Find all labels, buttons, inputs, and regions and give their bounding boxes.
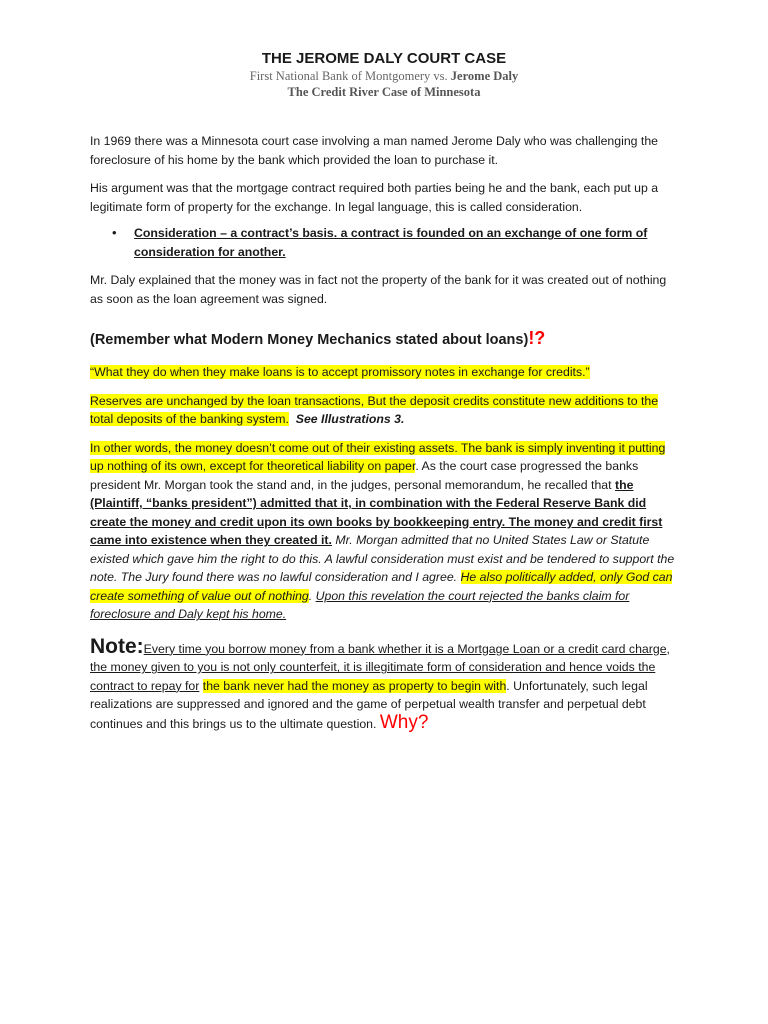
case-paragraph bbox=[90, 439, 678, 624]
intro-paragraph-2: His argument was that the mortgage contract required both parties being he and the bank, each put up a legitimate form of property for the exchange. In legal language, this is called consideration. bbox=[90, 181, 659, 214]
case-dot: . bbox=[308, 588, 316, 603]
mmm-quote-text: “What they do when they make loans is to accept promissory notes in exchange for credits.” bbox=[90, 365, 590, 380]
subtitle-case-alias: The Credit River Case of Minnesota bbox=[287, 84, 481, 99]
intro-paragraph-1: In 1969 there was a Minnesota court case involving a man named Jerome Daly who was challenging the foreclosure of his home by the bank which provided the loan to purchase it. bbox=[90, 134, 659, 167]
see-illustrations: See Illustrations 3. bbox=[295, 412, 405, 427]
definition-item bbox=[134, 224, 678, 261]
remember-heading bbox=[90, 328, 678, 349]
consideration-definition: Consideration – a contract’s basis. a contract is founded on an exchange of one form of consideration for another. bbox=[134, 226, 648, 259]
case-highlight-1: In other words, the money doesn’t come out of their existing assets. The bank is simply inventing it putting up nothing of its own, except for theoretical liability on paper bbox=[90, 440, 666, 474]
subtitle-case-name: Jerome Daly bbox=[450, 69, 519, 83]
note-label: Note: bbox=[90, 634, 144, 658]
note-highlight: the bank never had the money as property to begin with bbox=[202, 678, 507, 693]
why-question: Why? bbox=[379, 711, 429, 733]
definition-list bbox=[90, 224, 678, 261]
remember-exclaim: !? bbox=[528, 328, 546, 349]
mmm-quote bbox=[90, 363, 678, 382]
case-text-1: . As the court case progressed the banks president Mr. Morgan took the stand and, in the judges, personal memorandum, he recalled that bbox=[90, 459, 639, 492]
document-subtitle bbox=[90, 69, 678, 100]
document-title: THE JEROME DALY COURT CASE bbox=[261, 50, 507, 67]
reserves-paragraph bbox=[90, 392, 678, 429]
note-text: . Unfortunately, such legal realizations are suppressed and ignored and the game of perpetual wealth transfer and perpetual debt continues and this brings us to the ultimate question. bbox=[90, 678, 648, 731]
case-admission: the (Plaintiff, “banks president”) admitted that it, in combination with the Federal Reserve Bank did create the money and credit upon its own books by bookkeeping entry. The money and credit first came into existence when they created it. bbox=[90, 477, 663, 548]
remember-heading-text: (Remember what Modern Money Mechanics stated about loans) bbox=[90, 332, 529, 349]
note-underlined: Every time you borrow money from a bank whether it is a Mortgage Loan or a credit card charge, the money given to you is not only counterfeit, it is illegitimate form of consideration and hence voids the contract to repay for bbox=[90, 641, 670, 693]
case-ruling: Upon this revelation the court rejected the banks claim for foreclosure and Daly kept his home. bbox=[90, 588, 630, 622]
case-memorandum: Mr. Morgan admitted that no United States Law or Statute existed which gave him the right to do this. A lawful consideration must exist and be tendered to support the note. The Jury found there was no lawful consideration and I agree. bbox=[90, 533, 675, 585]
intro-paragraph-3: Mr. Daly explained that the money was in fact not the property of the bank for it was created out of nothing as soon as the loan agreement was signed. bbox=[90, 273, 667, 306]
case-highlight-2: He also politically added, only God can create something of value out of nothing bbox=[90, 570, 673, 603]
subtitle-case-prefix: First National Bank of Montgomery vs. bbox=[249, 69, 448, 83]
note-paragraph bbox=[90, 634, 678, 734]
reserves-text: Reserves are unchanged by the loan transactions, But the deposit credits constitute new additions to the total deposits of the banking system. bbox=[90, 393, 659, 427]
